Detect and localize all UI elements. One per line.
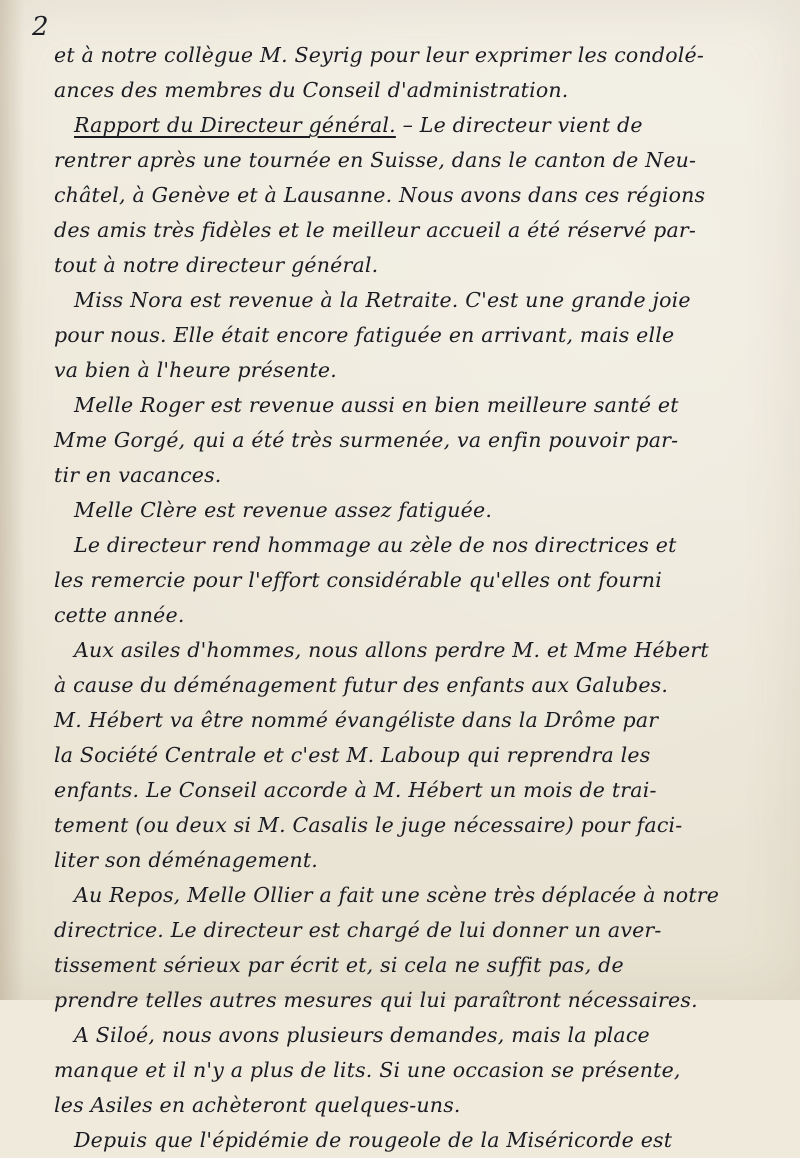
text-line: pour nous. Elle était encore fatiguée en arrivant, mais elle [54,323,675,347]
text-line: tout à notre directeur général. [54,253,379,277]
text-line: tement (ou deux si M. Casalis le juge nécessaire) pour faci- [54,813,683,837]
text-line: M. Hébert va être nommé évangéliste dans la Drôme par [54,708,659,732]
text-line: directrice. Le directeur est chargé de lui donner un aver- [54,918,662,942]
text-line-heading [54,108,784,143]
text-line: des amis très fidèles et le meilleur accueil a été réservé par- [54,218,697,242]
text-line: Au Repos, Melle Ollier a fait une scène très déplacée à notre [74,883,720,907]
text-line: les remercie pour l'effort considérable qu'elles ont fourni [54,568,662,592]
text-line: liter son déménagement. [54,848,319,872]
text-line: Aux asiles d'hommes, nous allons perdre M. et Mme Hébert [74,638,709,662]
text-line: Melle Clère est revenue assez fatiguée. [74,498,493,522]
text-line: A Siloé, nous avons plusieurs demandes, mais la place [74,1023,650,1047]
text-line: enfants. Le Conseil accorde à M. Hébert un mois de trai- [54,778,657,802]
text-line: tissement sérieux par écrit et, si cela ne suffit pas, de [54,953,624,977]
text-line: rentrer après une tournée en Suisse, dans le canton de Neu- [54,148,697,172]
text-line: les Asiles en achèteront quelques-uns. [54,1093,461,1117]
text-line: cette année. [54,603,185,627]
text-line: à cause du déménagement futur des enfants aux Galubes. [54,673,669,697]
text-line: prendre telles autres mesures qui lui paraîtront nécessaires. [54,988,698,1012]
text-line: Melle Roger est revenue aussi en bien meilleure santé et [74,393,679,417]
text-line: Miss Nora est revenue à la Retraite. C'est une grande joie [74,288,691,312]
text-line: Mme Gorgé, qui a été très surmenée, va enfin pouvoir par- [54,428,679,452]
page-number: 2 [32,12,49,42]
paper-fold-shadow [0,0,24,1000]
text-line: châtel, à Genève et à Lausanne. Nous avons dans ces régions [54,183,706,207]
text-line: tir en vacances. [54,463,222,487]
text-line: Le directeur rend hommage au zèle de nos directrices et [74,533,677,557]
handwritten-text [54,38,784,1158]
text-line: ances des membres du Conseil d'administration. [54,78,569,102]
text-line: et à notre collègue M. Seyrig pour leur exprimer les condolé- [54,43,704,67]
text-line: manque et il n'y a plus de lits. Si une occasion se présente, [54,1058,681,1082]
text-line: va bien à l'heure présente. [54,358,337,382]
section-heading: Rapport du Directeur général. [74,113,396,137]
text-line: Depuis que l'épidémie de rougeole de la Miséricorde est [74,1128,673,1152]
text-line: la Société Centrale et c'est M. Laboup qui reprendra les [54,743,651,767]
heading-continuation: – Le directeur vient de [395,113,643,137]
